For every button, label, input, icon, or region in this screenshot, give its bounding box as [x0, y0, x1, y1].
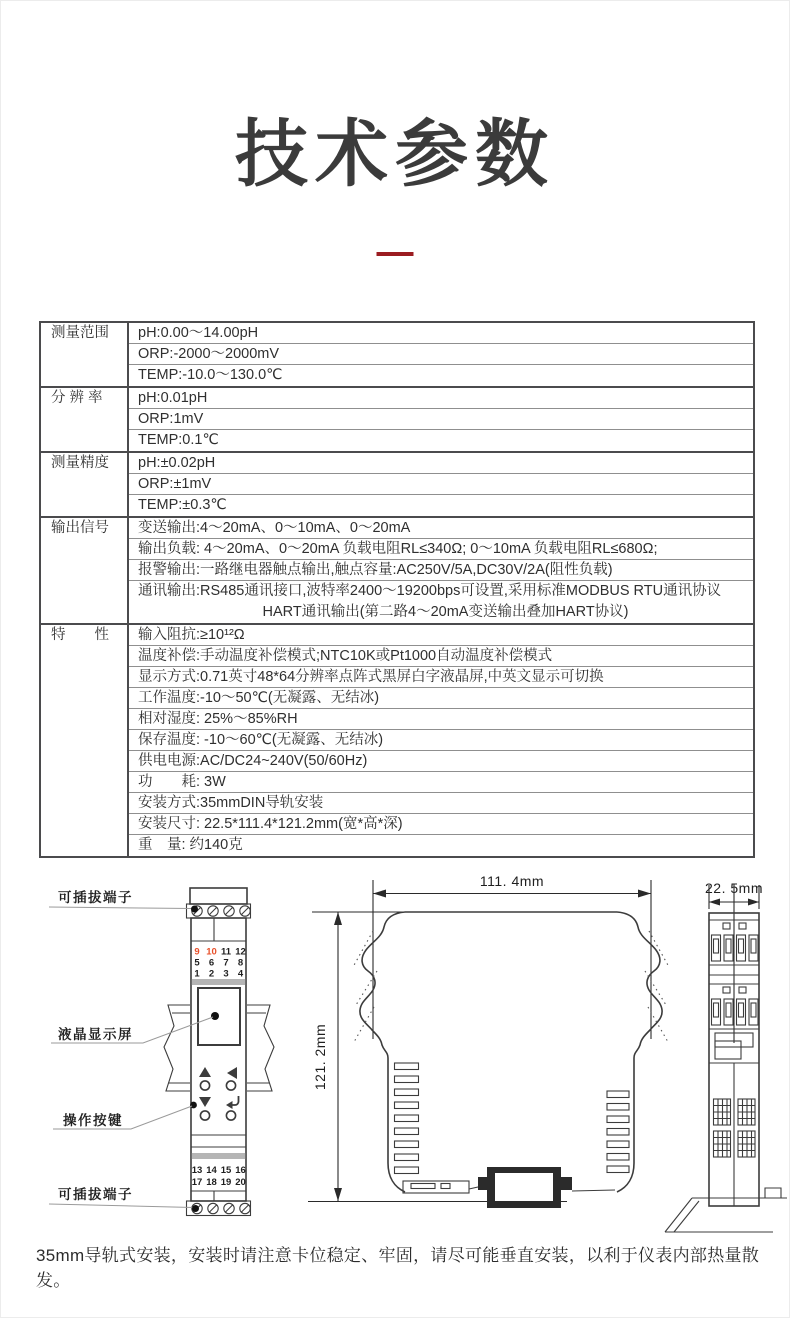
spec-row: ORP:-2000～2000mV [129, 344, 753, 365]
terminal-number: 6 [208, 957, 215, 969]
spec-row: TEMP:0.1℃ [138, 432, 219, 448]
terminal-number: 4 [237, 968, 244, 980]
terminal-number: 2 [208, 968, 215, 980]
spec-group-features [41, 625, 753, 856]
dim-arrow-icon [638, 890, 651, 898]
terminal-numbers-bottom [192, 1165, 246, 1188]
screw-icon [192, 906, 250, 916]
din-rail-icon [665, 1188, 787, 1232]
label-pluggable-terminal-bottom: 可插拔端子 [58, 1187, 133, 1202]
spec-row: TEMP:-10.0～130.0℃ [138, 367, 283, 383]
dim-arrow-icon [748, 899, 759, 906]
terminal-number: 16 [235, 1165, 246, 1176]
latch-block-inner [715, 1041, 741, 1059]
up-button[interactable] [200, 1081, 209, 1090]
spec-group-resolution [41, 388, 753, 453]
spec-row: ORP:±1mV [129, 474, 753, 495]
spec-row-line: 通讯输出:RS485通讯接口,波特率2400～19200bps可设置,采用标准MODBUS RTU通讯协议 [138, 583, 722, 599]
accent-dash [377, 252, 414, 256]
spec-row-communication [129, 581, 753, 623]
enter-arrow-head[interactable] [226, 1101, 233, 1109]
buttons-leader-dot [190, 1102, 197, 1109]
spec-row: TEMP:±0.3℃ [138, 497, 227, 513]
vent-slots-right [607, 1091, 629, 1173]
terminal-number: 3 [223, 968, 229, 980]
separator-band [192, 979, 245, 985]
front-view [49, 888, 274, 1216]
spec-row: pH:0.00～14.00pH [129, 323, 753, 344]
group-label: 测量范围 [41, 323, 129, 386]
spec-row-line: HART通讯输出(第二路4～20mA变送输出叠加HART协议) [262, 604, 629, 620]
spec-row: 显示方式:0.71英寸48*64分辨率点阵式黑屏白字液晶屏,中英文显示可切换 [129, 667, 753, 688]
side-view [308, 873, 669, 1208]
left-button[interactable] [226, 1081, 235, 1090]
terminal-number: 5 [194, 957, 200, 969]
lcd-leader-dot [211, 1012, 219, 1020]
spec-row: 功 耗: 3W [129, 772, 753, 793]
spec-row: 保存温度: -10～60℃(无凝露、无结冰) [129, 730, 753, 751]
spec-row: pH:0.01pH [129, 388, 753, 409]
group-label: 分 辨 率 [41, 388, 129, 451]
end-view [665, 880, 787, 1232]
group-label: 测量精度 [41, 453, 129, 516]
spec-row: pH:±0.02pH [129, 453, 753, 474]
operation-buttons [190, 1067, 238, 1120]
dim-arrow-icon [334, 912, 342, 925]
group-label: 特 性 [41, 625, 129, 856]
terminal-number: 18 [206, 1177, 217, 1188]
terminal-number: 19 [220, 1177, 232, 1188]
terminal-number: 7 [223, 957, 229, 969]
footer-note: 35mm导轨式安装，安装时请注意卡位稳定、牢固，请尽可能垂直安装，以利于仪表内部热量散发。 [36, 1246, 760, 1290]
separator-band [192, 1153, 245, 1159]
spec-row: 安装尺寸: 22.5*111.4*121.2mm(宽*高*深) [129, 814, 753, 835]
spec-row: 报警输出:一路继电器触点输出,触点容量:AC250V/5A,DC30V/2A(阻性负载) [129, 560, 753, 581]
terminal-number: 11 [220, 946, 232, 958]
group-label: 输出信号 [41, 518, 129, 623]
housing-left-edge [360, 912, 405, 1192]
label-operation-buttons: 操作按键 [63, 1113, 123, 1128]
spec-row: 温度补偿:手动温度补偿模式;NTC10K或Pt1000自动温度补偿模式 [129, 646, 753, 667]
spec-group-measure-range [41, 323, 753, 388]
terminal-leader-dot [192, 1205, 199, 1212]
dim-arrow-icon [373, 890, 386, 898]
dim-arrow-icon [334, 1188, 342, 1201]
dimension-drawings [1, 859, 790, 1237]
top-cap [190, 888, 247, 904]
terminal-number: 10 [206, 946, 217, 958]
dim-arrow-icon [709, 899, 720, 906]
left-arrow-icon[interactable] [227, 1067, 237, 1079]
dim-width: 111. 4mm [479, 873, 545, 889]
down-button[interactable] [200, 1111, 209, 1120]
terminal-number: 17 [191, 1177, 203, 1188]
spec-row: 变送输出:4～20mA、0～10mA、0～20mA [129, 518, 753, 539]
terminal-number: 15 [220, 1165, 232, 1176]
terminal-number: 13 [191, 1165, 203, 1176]
spec-row: 输入阻抗:≥10¹²Ω [129, 625, 753, 646]
down-arrow-icon[interactable] [199, 1097, 211, 1107]
label-lcd-display: 液晶显示屏 [58, 1027, 133, 1042]
spec-row: ORP:1mV [129, 409, 753, 430]
spec-group-output-signal [41, 518, 753, 625]
spec-row: 输出负载: 4～20mA、0～20mA 负载电阻RL≤340Ω; 0～10mA 负载电阻RL≤680Ω; [129, 539, 753, 560]
vent-slots-left [395, 1063, 419, 1174]
housing-right-edge [617, 912, 662, 1192]
terminal-slots-top [712, 935, 759, 961]
dim-depth: 22. 5mm [705, 880, 763, 896]
up-arrow-icon[interactable] [199, 1067, 211, 1077]
terminal-number: 20 [235, 1177, 246, 1188]
terminal-number: 8 [237, 957, 244, 969]
terminal-number: 9 [194, 946, 200, 958]
spec-row: 供电电源:AC/DC24~240V(50/60Hz) [129, 751, 753, 772]
spec-row: 安装方式:35mmDIN导轨安装 [129, 793, 753, 814]
spec-row: 相对湿度: 25%～85%RH [129, 709, 753, 730]
lcd-screen [198, 988, 240, 1045]
spec-group-accuracy [41, 453, 753, 518]
terminal-leader-dot [191, 906, 198, 913]
page-title: 技术参数 [235, 114, 555, 195]
spec-row: 重 量: 约140克 [138, 837, 243, 853]
terminal-numbers-top [194, 947, 245, 980]
terminal-number: 1 [194, 968, 200, 980]
terminal-slots-mid [712, 999, 759, 1025]
label-pluggable-terminal-top: 可插拔端子 [58, 890, 133, 905]
dim-height: 121. 2mm [312, 1023, 328, 1091]
terminal-number: 12 [235, 946, 246, 958]
terminal-number: 14 [206, 1165, 217, 1176]
screw-icon [192, 1203, 250, 1213]
spec-table [39, 321, 755, 858]
spec-row: 工作温度:-10～50℃(无凝露、无结冰) [129, 688, 753, 709]
enter-button[interactable] [226, 1111, 235, 1120]
